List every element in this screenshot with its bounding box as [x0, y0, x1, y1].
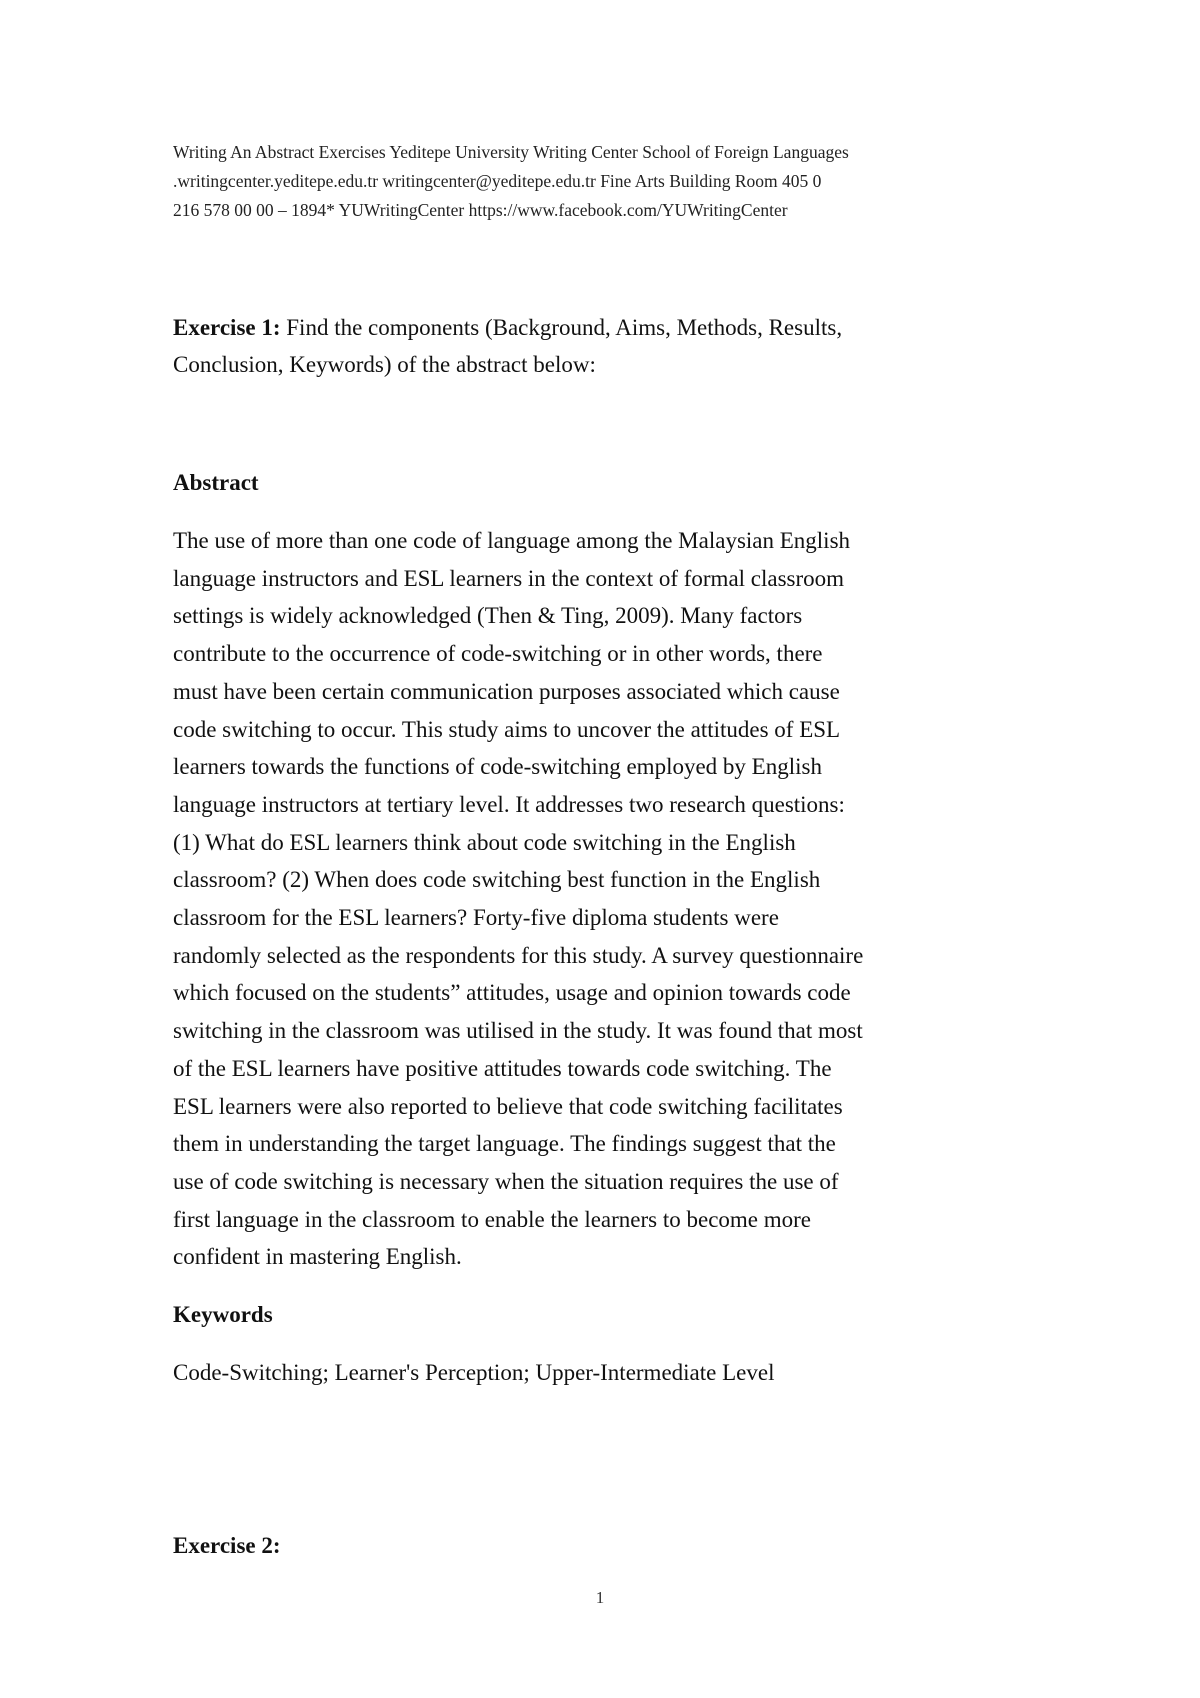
document-header — [173, 138, 1053, 225]
abstract-line: them in understanding the target language. The findings suggest that the — [173, 1131, 836, 1157]
abstract-line: contribute to the occurrence of code-switching or in other words, there — [173, 641, 823, 667]
abstract-line: must have been certain communication purposes associated which cause — [173, 678, 840, 704]
exercise-1-line: Conclusion, Keywords) of the abstract below: — [173, 352, 596, 377]
header-text — [173, 138, 1053, 225]
abstract-line: language instructors at tertiary level. It addresses two research questions: — [173, 791, 845, 817]
exercise-1-line — [173, 309, 1053, 346]
keywords-list: Code-Switching; Learner's Perception; Upper-Intermediate Level — [173, 1360, 775, 1385]
page-number: 1 — [595, 1588, 605, 1607]
exercise-1-instructions — [173, 309, 1053, 383]
abstract-line: randomly selected as the respondents for this study. A survey questionnaire — [173, 942, 864, 968]
abstract-line: ESL learners were also reported to believe that code switching facilitates — [173, 1093, 843, 1119]
abstract-line: learners towards the functions of code-switching employed by English — [173, 754, 822, 780]
abstract-line: of the ESL learners have positive attitudes towards code switching. The — [173, 1055, 832, 1081]
abstract-line: settings is widely acknowledged (Then & Ting, 2009). Many factors — [173, 603, 803, 629]
header-line: 216 578 00 00 – 1894* YUWritingCenter https://www.facebook.com/YUWritingCenter — [173, 200, 788, 220]
abstract-line: code switching to occur. This study aims to uncover the attitudes of ESL — [173, 716, 841, 742]
abstract-heading: Abstract — [173, 470, 259, 495]
exercise-1-text: Find the components (Background, Aims, Methods, Results, — [280, 315, 843, 340]
abstract-line: which focused on the students” attitudes, usage and opinion towards code — [173, 980, 851, 1006]
keywords-heading: Keywords — [173, 1302, 273, 1327]
abstract-line: switching in the classroom was utilised in the study. It was found that most — [173, 1018, 863, 1044]
header-line: .writingcenter.yeditepe.edu.tr writingcenter@yeditepe.edu.tr Fine Arts Building Room 405 0 — [173, 171, 822, 191]
abstract-line: (1) What do ESL learners think about code switching in the English — [173, 829, 796, 855]
exercise-2-label: Exercise 2: — [173, 1533, 281, 1558]
abstract-line: classroom? (2) When does code switching best function in the English — [173, 867, 821, 893]
exercise-1-label: Exercise 1: — [173, 315, 281, 340]
abstract-line: first language in the classroom to enable the learners to become more — [173, 1206, 812, 1232]
abstract-line: use of code switching is necessary when the situation requires the use of — [173, 1168, 839, 1194]
abstract-body — [173, 522, 1053, 1276]
abstract-line: confident in mastering English. — [173, 1244, 462, 1270]
abstract-line: The use of more than one code of language among the Malaysian English — [173, 528, 851, 553]
abstract-line: classroom for the ESL learners? Forty-five diploma students were — [173, 905, 779, 931]
header-line: Writing An Abstract Exercises Yeditepe University Writing Center School of Foreign Languages — [173, 142, 849, 162]
abstract-line: language instructors and ESL learners in the context of formal classroom — [173, 565, 845, 591]
